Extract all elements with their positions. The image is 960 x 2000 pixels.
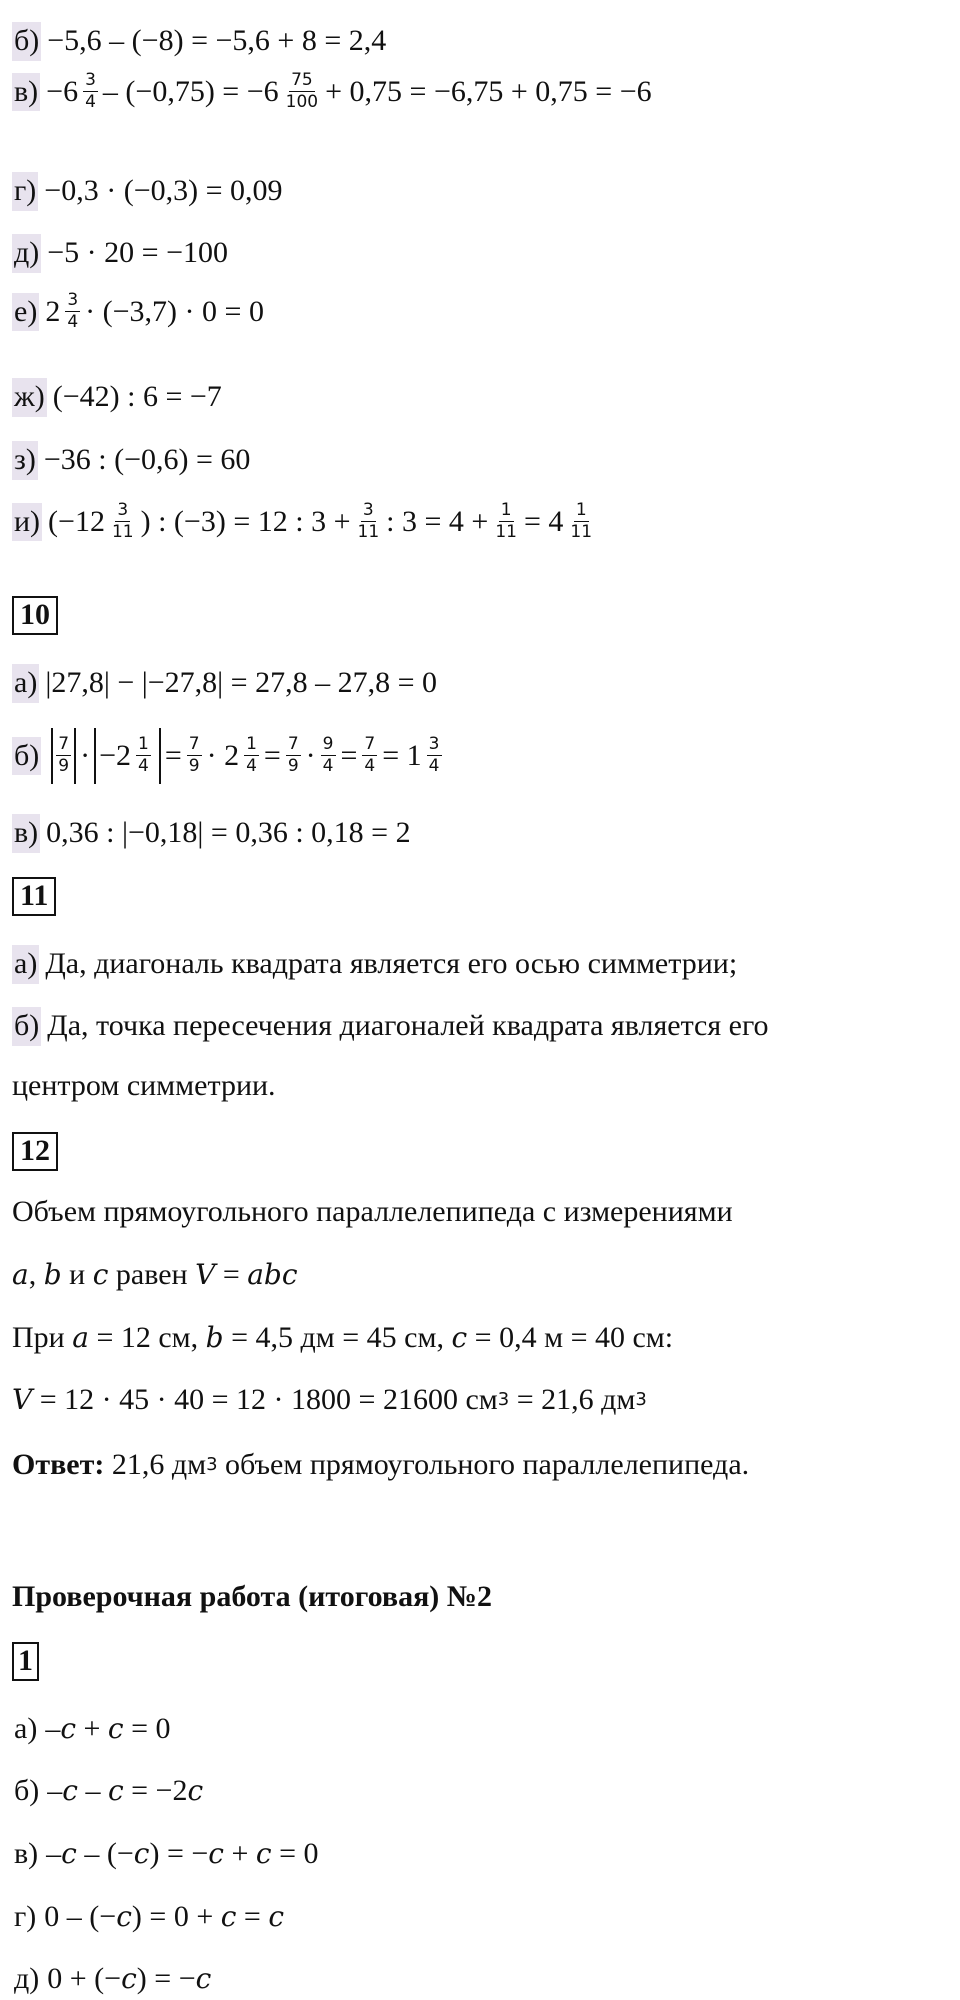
expr-part: – (−0,75) = −6 <box>102 74 279 108</box>
var-c: c <box>121 1962 137 1996</box>
var-c: c <box>255 1837 272 1871</box>
line-b <box>12 22 386 61</box>
expr-part: 2 <box>45 294 61 328</box>
fraction <box>286 736 301 776</box>
var-a: a <box>72 1321 89 1354</box>
expression: |27,8| − |−27,8| = 27,8 – 27,8 = 0 <box>45 666 438 700</box>
numerator: 1 <box>138 734 149 755</box>
denominator: 11 <box>111 521 134 542</box>
expression: −0,3 · (−0,3) = 0,09 <box>44 174 283 208</box>
var-V: V <box>12 1383 33 1416</box>
var-c: c <box>133 1837 150 1871</box>
line-z <box>12 441 250 480</box>
expr-part: = 12 см, <box>96 1321 199 1354</box>
answer-text: центром симметрии. <box>12 1069 276 1102</box>
task-number-10: 10 <box>12 596 58 635</box>
expr-part: = 4,5 дм = 45 см, <box>231 1321 444 1354</box>
work2-line-g <box>12 1898 284 1937</box>
answer-text: Да, диагональ квадрата является его осью симметрии; <box>45 947 738 981</box>
item-label: а) <box>12 945 39 984</box>
task11-line-a <box>12 945 737 984</box>
var-c: c <box>187 1774 204 1808</box>
task10-line-b <box>12 728 447 784</box>
task12-line-1 <box>12 1197 733 1227</box>
denominator: 4 <box>364 756 376 776</box>
expr-part: = 0 <box>123 1712 171 1746</box>
expr-part: · <box>305 739 316 772</box>
answer-label: Ответ: <box>12 1448 105 1481</box>
expr-part: · 2 <box>206 739 240 772</box>
var-c: c <box>60 1712 76 1746</box>
expr-part: объем прямоугольного параллелепипеда. <box>225 1448 750 1481</box>
item-label: и) <box>12 503 42 542</box>
line-d <box>12 234 228 273</box>
task12-answer <box>12 1450 749 1480</box>
numerator: 3 <box>85 70 96 90</box>
denominator: 11 <box>495 521 517 542</box>
expr-part: ) : (−3) = 12 : 3 + <box>140 504 351 538</box>
expr-part: равен <box>115 1258 188 1291</box>
expr-part: и <box>69 1258 86 1291</box>
fraction <box>56 736 71 776</box>
expr-part: 21,6 дм <box>111 1448 207 1481</box>
numerator: 3 <box>117 500 129 520</box>
fraction <box>65 292 80 332</box>
denominator: 4 <box>85 91 96 112</box>
item-label: б) <box>14 1774 40 1807</box>
line-e <box>12 292 264 332</box>
denominator: 4 <box>322 756 334 776</box>
denominator: 9 <box>58 756 70 776</box>
item-label: г) <box>12 172 38 211</box>
expr-part: −6 <box>46 74 79 108</box>
expr-part: – <box>46 1837 62 1871</box>
expression: −5,6 – (−8) = −5,6 + 8 = 2,4 <box>47 24 387 58</box>
expr-part: + <box>76 1712 108 1746</box>
task10-line-v <box>12 814 411 853</box>
fraction <box>187 736 202 776</box>
expr-part: = <box>263 739 281 772</box>
expr-part: 0 + (− <box>47 1962 122 1996</box>
item-label: в) <box>12 814 40 853</box>
var-c: c <box>62 1774 78 1808</box>
numerator: 75 <box>291 70 313 90</box>
numerator: 1 <box>575 500 587 520</box>
expr-part: = <box>236 1900 269 1934</box>
work2-line-a <box>12 1710 171 1749</box>
expr-part: (−12 <box>48 504 105 538</box>
fraction <box>244 736 259 776</box>
var-V: V <box>195 1258 216 1291</box>
var-c: c <box>107 1774 124 1808</box>
task10-line-a <box>12 664 437 703</box>
expr-part: · <box>80 739 91 772</box>
expr-part: = 12 · 45 · 40 = 12 · 1800 = 21600 см <box>39 1383 498 1416</box>
task11-line-b-cont <box>12 1071 276 1101</box>
denominator: 4 <box>246 756 257 776</box>
numerator: 7 <box>287 734 299 755</box>
expr-part: = 0,4 м = 40 см: <box>474 1321 674 1354</box>
expr-part: + <box>223 1837 256 1871</box>
expr-part: – <box>77 1774 108 1808</box>
numerator: 9 <box>322 734 334 755</box>
denominator: 4 <box>428 756 440 776</box>
expr-part: 0 – (− <box>44 1900 117 1934</box>
task-number-1: 1 <box>12 1642 39 1681</box>
denominator: 4 <box>67 311 79 332</box>
expr-part: При <box>12 1321 65 1354</box>
var-c: c <box>220 1900 237 1934</box>
fraction <box>136 736 151 776</box>
var-c: c <box>195 1962 212 1996</box>
expression: −36 : (−0,6) = 60 <box>43 443 251 477</box>
expr-part: = 0 <box>271 1837 319 1871</box>
expr-part: ) = − <box>149 1837 209 1871</box>
fraction <box>110 502 136 542</box>
item-label: г) <box>14 1900 37 1933</box>
line-g <box>12 172 283 211</box>
item-label: з) <box>12 441 38 480</box>
numerator: 1 <box>500 500 512 520</box>
denominator: 4 <box>138 756 149 776</box>
expr-part: = <box>164 739 182 772</box>
work2-title: Проверочная работа (итоговая) №2 <box>12 1580 492 1613</box>
var-c: c <box>268 1900 285 1934</box>
expr-part: – (− <box>76 1837 134 1871</box>
expression: −5 · 20 = −100 <box>47 236 229 270</box>
expr-part: −2 <box>99 739 132 772</box>
numerator: 3 <box>67 290 79 310</box>
var-c: c <box>451 1321 468 1354</box>
superscript: 3 <box>497 1389 510 1410</box>
task-number-11: 11 <box>12 877 56 916</box>
line-zh <box>12 378 222 417</box>
expr-part: = 21,6 дм <box>516 1383 636 1416</box>
expr-part: = 4 <box>523 504 564 538</box>
work2-line-v <box>12 1835 319 1874</box>
item-label: а) <box>14 1712 38 1745</box>
var-c: c <box>208 1837 224 1871</box>
work2-line-b <box>12 1772 203 1811</box>
expr-part: – <box>45 1712 61 1746</box>
expression: (−42) : 6 = −7 <box>52 380 222 414</box>
line-i <box>12 502 599 542</box>
var-abc: abc <box>247 1258 298 1291</box>
item-label: б) <box>12 22 41 61</box>
expr-part: = <box>340 739 358 772</box>
item-label: в) <box>12 73 40 112</box>
work2-line-d <box>12 1960 211 1999</box>
numerator: 7 <box>364 734 376 755</box>
fraction <box>493 502 519 542</box>
denominator: 9 <box>188 756 200 776</box>
expr-part: = −2 <box>123 1774 188 1808</box>
expr-part: : 3 = 4 + <box>386 504 489 538</box>
item-label: а) <box>12 664 39 703</box>
fraction <box>427 736 442 776</box>
var-c: c <box>116 1900 132 1934</box>
denominator: 11 <box>357 521 380 542</box>
absolute-value <box>51 728 76 784</box>
item-label: д) <box>12 234 41 273</box>
superscript: 3 <box>635 1389 647 1410</box>
expr-part: ) = 0 + <box>131 1900 221 1934</box>
numerator: 7 <box>188 734 200 755</box>
var-c: c <box>92 1258 109 1291</box>
denominator: 11 <box>570 521 593 542</box>
denominator: 9 <box>287 756 299 776</box>
absolute-value <box>94 728 161 784</box>
item-label: ж) <box>12 378 47 417</box>
task12-line-2 <box>12 1260 298 1290</box>
superscript: 3 <box>206 1454 218 1475</box>
expr-part: , <box>28 1258 37 1291</box>
expr-part: = <box>222 1258 240 1291</box>
fraction <box>568 502 594 542</box>
expr-part: – <box>47 1774 63 1808</box>
item-label: в) <box>14 1837 39 1870</box>
task12-line-3 <box>12 1323 673 1353</box>
statement-text: Объем прямоугольного параллелепипеда с измерениями <box>12 1195 733 1228</box>
fraction <box>356 502 382 542</box>
numerator: 3 <box>428 734 440 755</box>
fraction <box>321 736 336 776</box>
var-b: b <box>43 1258 62 1291</box>
task12-line-4 <box>12 1385 647 1415</box>
fraction <box>83 72 98 112</box>
task11-line-b <box>12 1007 769 1046</box>
numerator: 7 <box>58 734 70 755</box>
expression: 0,36 : |−0,18| = 0,36 : 0,18 = 2 <box>46 816 411 850</box>
item-label: е) <box>12 293 39 332</box>
numerator: 3 <box>362 500 374 520</box>
var-a: a <box>12 1258 29 1291</box>
var-c: c <box>107 1712 124 1746</box>
expr-part: = 1 <box>382 739 422 772</box>
expr-part: · (−3,7) · 0 = 0 <box>85 294 264 328</box>
denominator: 100 <box>285 91 319 112</box>
item-label: б) <box>12 737 41 776</box>
item-label: д) <box>14 1962 40 1995</box>
var-c: c <box>61 1837 77 1871</box>
expr-part: + 0,75 = −6,75 + 0,75 = −6 <box>325 74 652 108</box>
item-label: б) <box>12 1007 41 1046</box>
answer-text: Да, точка пересечения диагоналей квадрата является его <box>47 1009 769 1043</box>
numerator: 1 <box>246 734 257 755</box>
task-number-12: 12 <box>12 1132 58 1171</box>
var-b: b <box>205 1321 224 1354</box>
line-v <box>12 72 652 112</box>
expr-part: ) = − <box>136 1962 196 1996</box>
fraction <box>284 72 320 112</box>
fraction <box>362 736 377 776</box>
